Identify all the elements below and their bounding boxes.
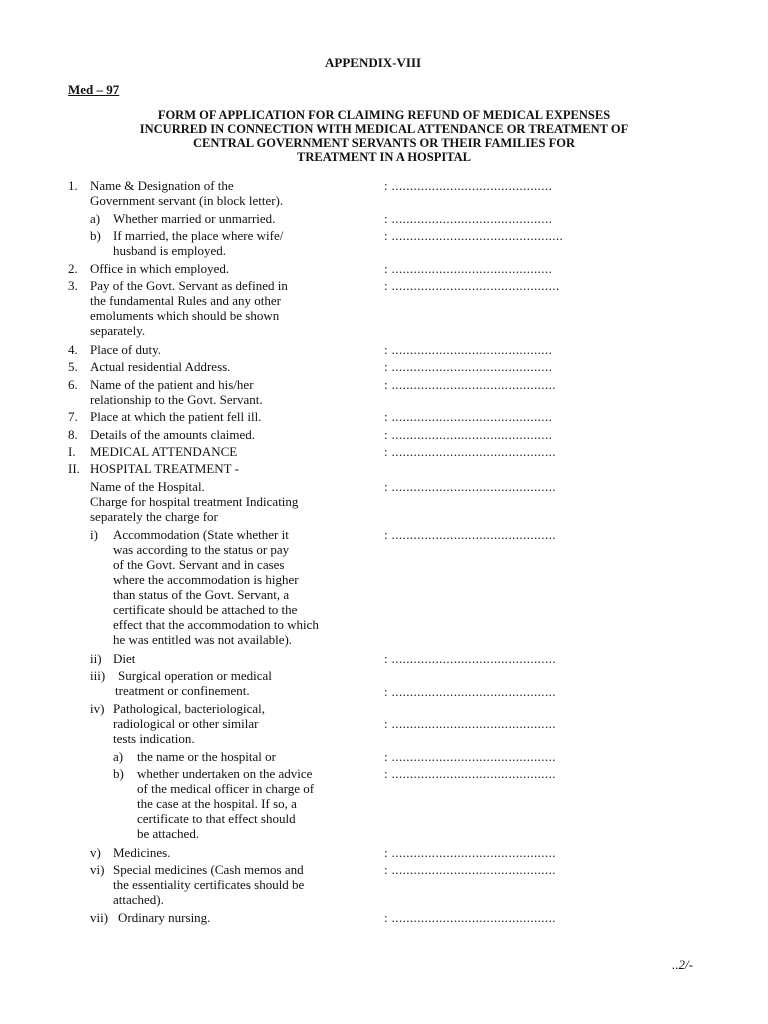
item-text-line: separately the charge for [90, 509, 218, 524]
item-number: 3. [68, 278, 78, 293]
fill-in-field[interactable]: : ............................................. [384, 862, 556, 877]
item-number: ii) [90, 651, 102, 666]
item-number: vi) [90, 862, 105, 877]
item-text-line: Accommodation (State whether it [113, 527, 289, 542]
item-text-line: emoluments which should be shown [90, 308, 280, 323]
item-text-line: Name of the patient and his/her [90, 377, 254, 392]
item-number: v) [90, 845, 101, 860]
fill-in-field[interactable]: : ............................................. [384, 716, 556, 731]
fill-in-field[interactable]: : ............................................. [384, 651, 556, 666]
item-text-line: certificate should be attached to the [113, 602, 298, 617]
fill-in-field[interactable]: : ............................................ [384, 342, 553, 357]
fill-in-field[interactable]: : ............................................. [384, 749, 556, 764]
item-number: II. [68, 461, 80, 476]
item-text-line: whether undertaken on the advice [137, 766, 313, 781]
item-text-line: he was entitled was not available). [113, 632, 293, 647]
appendix-title: APPENDIX-VIII [325, 55, 422, 70]
item-text-line: attached). [113, 892, 164, 907]
item-text-line: certificate to that effect should [137, 811, 296, 826]
item-text-line: Place of duty. [90, 342, 161, 357]
item-text-line: Medicines. [113, 845, 171, 860]
item-text-line: MEDICAL ATTENDANCE [90, 444, 238, 459]
item-text-line: of the medical officer in charge of [137, 781, 315, 796]
fill-in-field[interactable]: : ............................................ [384, 178, 553, 193]
item-text-line: Charge for hospital treatment Indicating [90, 494, 299, 509]
item-text-line: of the Govt. Servant and in cases [113, 557, 285, 572]
item-text-line: Pathological, bacteriological, [113, 701, 265, 716]
item-text-line: Surgical operation or medical [118, 668, 272, 683]
fill-in-field[interactable]: : ............................................. [384, 845, 556, 860]
item-number: 8. [68, 427, 78, 442]
fill-in-field[interactable]: : ............................................ [384, 261, 553, 276]
item-number: 6. [68, 377, 78, 392]
item-text-line: than status of the Govt. Servant, a [113, 587, 290, 602]
item-text-line: effect that the accommodation to which [113, 617, 319, 632]
item-text-line: Name & Designation of the [90, 178, 234, 193]
item-text-line: be attached. [137, 826, 200, 841]
item-text-line: the case at the hospital. If so, a [137, 796, 297, 811]
item-number: a) [113, 749, 124, 764]
fill-in-field[interactable]: : ............................................ [384, 211, 553, 226]
fill-in-field[interactable]: : ............................................ [384, 427, 553, 442]
item-number: I. [68, 444, 76, 459]
item-text-line: the fundamental Rules and any other [90, 293, 281, 308]
item-text-line: the essentiality certificates should be [113, 877, 305, 892]
item-number: a) [90, 211, 101, 226]
item-number: 2. [68, 261, 78, 276]
fill-in-field[interactable]: : .............................................. [384, 278, 560, 293]
item-text-line: relationship to the Govt. Servant. [90, 392, 263, 407]
item-number: b) [113, 766, 124, 781]
fill-in-field[interactable]: : ............................................ [384, 359, 553, 374]
item-text-line: Office in which employed. [90, 261, 230, 276]
item-text-line: Special medicines (Cash memos and [113, 862, 304, 877]
item-number: iii) [90, 668, 106, 683]
item-text-line: radiological or other similar [113, 716, 259, 731]
item-number: iv) [90, 701, 105, 716]
fill-in-field[interactable]: : ............................................. [384, 910, 556, 925]
fill-in-field[interactable]: : ............................................. [384, 444, 556, 459]
item-number: 1. [68, 178, 78, 193]
fill-in-field[interactable]: : ............................................. [384, 377, 556, 392]
item-text-line: Ordinary nursing. [118, 910, 211, 925]
item-text-line: separately. [90, 323, 146, 338]
item-text-line: Diet [113, 651, 136, 666]
form-code: Med – 97 [68, 82, 120, 97]
item-text-line: was according to the status or pay [113, 542, 290, 557]
item-text-line: Actual residential Address. [90, 359, 231, 374]
form-title-line-4: TREATMENT IN A HOSPITAL [297, 150, 471, 164]
item-number: b) [90, 228, 101, 243]
item-number: i) [90, 527, 98, 542]
item-number: vii) [90, 910, 109, 925]
fill-in-field[interactable]: : ............................................... [384, 228, 564, 243]
fill-in-field[interactable]: : ............................................. [384, 527, 556, 542]
item-text-line: Pay of the Govt. Servant as defined in [90, 278, 288, 293]
fill-in-field[interactable]: : ............................................. [384, 766, 556, 781]
item-number: 5. [68, 359, 78, 374]
fill-in-field[interactable]: : ............................................. [384, 479, 556, 494]
item-text-line: husband is employed. [113, 243, 227, 258]
item-text-line: HOSPITAL TREATMENT - [90, 461, 239, 476]
item-number: 7. [68, 409, 78, 424]
item-text-line: tests indication. [113, 731, 195, 746]
item-text-line: the name or the hospital or [137, 749, 276, 764]
form-title-line-3: CENTRAL GOVERNMENT SERVANTS OR THEIR FAMILIES FOR [192, 136, 576, 150]
item-text-line: If married, the place where wife/ [113, 228, 284, 243]
item-text-line: where the accommodation is higher [113, 572, 299, 587]
item-number: 4. [68, 342, 78, 357]
page-continuation-marker: ..2/- [672, 957, 693, 972]
item-text-line: Government servant (in block letter). [90, 193, 284, 208]
fill-in-field[interactable]: : ............................................ [384, 409, 553, 424]
form-title-line-1: FORM OF APPLICATION FOR CLAIMING REFUND OF MEDICAL EXPENSES [157, 108, 611, 122]
item-text-line: Name of the Hospital. [90, 479, 205, 494]
fill-in-field[interactable]: : ............................................. [384, 684, 556, 699]
item-text-line: Whether married or unmarried. [113, 211, 276, 226]
item-text-line: Place at which the patient fell ill. [90, 409, 262, 424]
form-title-line-2: INCURRED IN CONNECTION WITH MEDICAL ATTENDANCE OR TREATMENT OF [139, 122, 629, 136]
item-text-line: treatment or confinement. [115, 683, 250, 698]
item-text-line: Details of the amounts claimed. [90, 427, 255, 442]
